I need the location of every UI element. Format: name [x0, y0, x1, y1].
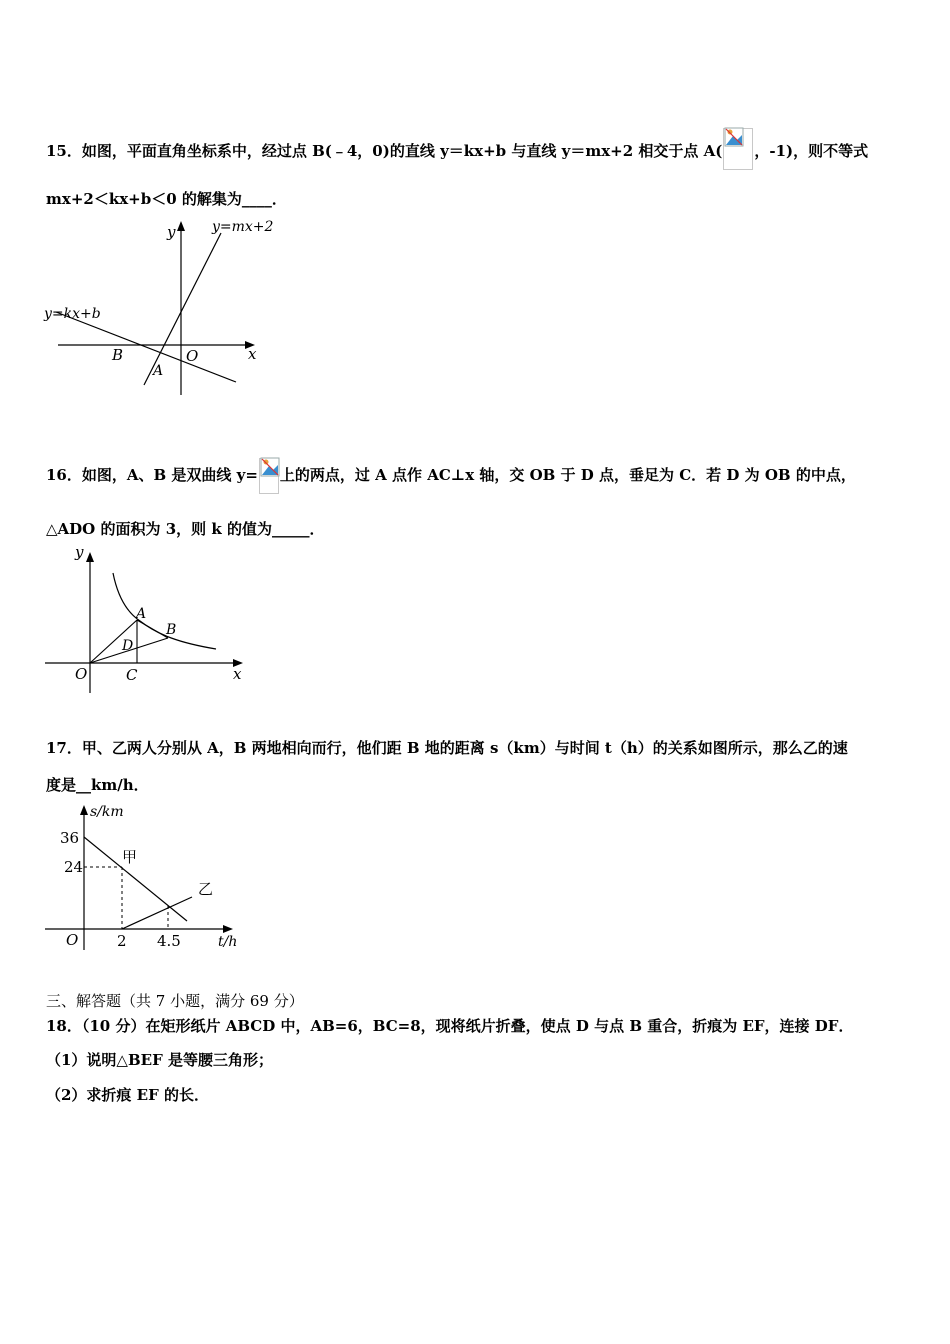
broken-image-placeholder	[259, 458, 279, 494]
broken-image-icon	[724, 127, 744, 147]
q17-label-O: O	[66, 931, 79, 949]
q15-label-O: O	[186, 347, 199, 365]
q17-line1: 17．甲、乙两人分别从 A，B 两地相向而行，他们距 B 地的距离 s（km）与时间 t（h）的关系如图所示，那么乙的速	[46, 739, 848, 757]
q15-label-x: x	[248, 345, 257, 363]
q16-label-O: O	[75, 665, 88, 683]
q17-figure	[40, 800, 245, 955]
q16-text-a: 16．如图，A、B 是双曲线 y=	[46, 466, 258, 484]
q15-y-arrow	[177, 221, 185, 231]
q15-label-B: B	[112, 346, 124, 364]
q15-label-y: y	[167, 223, 176, 241]
q16-label-D: D	[122, 638, 134, 654]
q17-label-yi: 乙	[198, 880, 214, 898]
q16-label-x: x	[233, 665, 242, 683]
q18-line3: （2）求折痕 EF 的长．	[46, 1086, 209, 1104]
q15-text-b: ，-1)，则不等式	[754, 142, 869, 160]
q17-x-arrow	[223, 925, 233, 933]
q16-label-C: C	[126, 666, 138, 684]
q16-text-b: 上的两点，过 A 点作 AC⊥x 轴，交 OB 于 D 点，垂足为 C．若 D 为 OB 的中点，	[279, 466, 856, 484]
q16-figure	[40, 543, 250, 693]
q17-y-arrow	[80, 805, 88, 815]
q15-label-A: A	[153, 363, 164, 379]
q18-line1: 18．（10 分）在矩形纸片 ABCD 中，AB=6，BC=8，现将纸片折叠，使点 D 与点 B 重合，折痕为 EF，连接 DF．	[46, 1017, 854, 1035]
q18-line2: （1）说明△BEF 是等腰三角形；	[46, 1051, 273, 1069]
q15-figure	[40, 215, 280, 400]
q17-line2: 度是__km/h．	[46, 776, 149, 794]
q15-line1	[46, 128, 868, 170]
section-heading: 三、解答题（共 7 小题，满分 69 分）	[46, 992, 304, 1010]
q16-label-y: y	[75, 543, 84, 561]
q15-line-kx	[56, 312, 236, 382]
broken-image-icon	[260, 457, 280, 477]
broken-image-placeholder	[723, 128, 753, 170]
q16-y-arrow	[86, 552, 94, 562]
q17-label-t: t/h	[218, 934, 238, 950]
q17-label-jia: 甲	[122, 848, 138, 866]
q17-line-yi	[122, 897, 192, 929]
q16-label-A: A	[136, 606, 147, 622]
q16-segment-AB	[137, 620, 168, 638]
q17-label-2: 2	[117, 932, 127, 950]
q15-text-a: 15．如图，平面直角坐标系中，经过点 B(﹣4，0)的直线 y＝kx+b 与直线 y＝mx+2 相交于点 A(	[46, 142, 723, 160]
q16-line2: △ADO 的面积为 3，则 k 的值为_____．	[46, 520, 325, 538]
q16-label-B: B	[166, 622, 177, 638]
q17-label-24: 24	[64, 858, 84, 876]
q17-label-36: 36	[60, 829, 80, 847]
q17-label-45: 4.5	[157, 932, 181, 950]
q15-label-mx: y=mx+2	[212, 219, 274, 235]
q15-label-kx: y=kx+b	[44, 306, 101, 322]
q16-line1	[46, 458, 856, 494]
q17-label-s: s/km	[90, 804, 124, 820]
q15-line2: mx+2＜kx+b＜0 的解集为____．	[46, 190, 287, 208]
